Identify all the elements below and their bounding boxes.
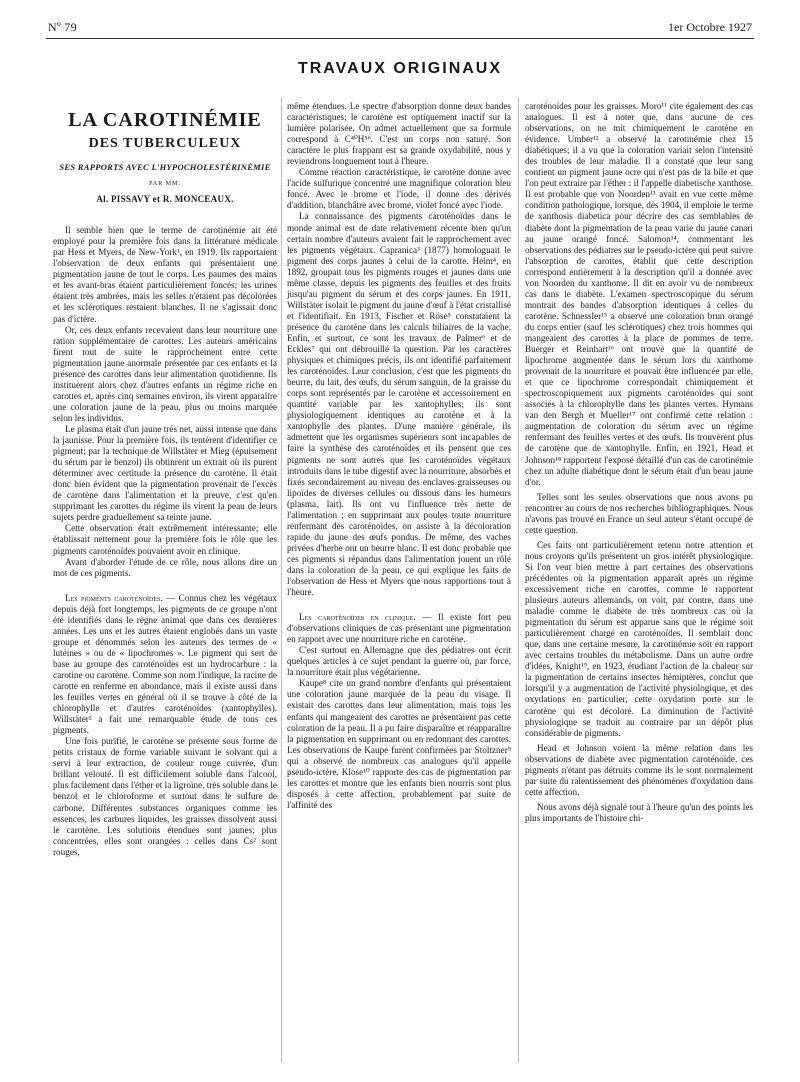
section-heading: Les caroténoïdes en clinique. <box>299 612 416 623</box>
column-divider-2 <box>518 98 519 1062</box>
paragraph: Nous avons déjà signalé tout à l'heure qu'un des points les plus importants de l'histoire chi- <box>525 801 753 823</box>
paragraph: Une fois purifié, le carotène se présente sous forme de petits cristaux de forme variable suivant le solvant qui a servi à leur extraction, de couleur rouge cuivrée, d'un brillant velouté. Il est difficilement soluble dans l'alcool, plus facilement dans l'éther et la ligroïne, très soluble dans le benzol et le chloroforme et surtout dans le sulfure de carbone. Différentes substances organiques comme les essences, les carbures liquides, les graisses dissolvent aussi le carotène. Les solutions étendues sont jaunes; plus concentrées, elles sont orangées : celles dans Cs² sont rouges, <box>53 736 277 857</box>
paragraph-text: — Connus chez les végétaux depuis déjà fort longtemps, les pigments de ce groupe n'ont été identifiés dans le règne animal que dans ces dernières années. Les uns et les autres étaient englobés dans un vaste groupe et dénommés selon les auteurs des termes de « lutéines » ou de « lipochromes ». Le pigment qui sert de base au groupe des caroténoïdes est un hydrocarbure : la carotine ou carotène. Comme son nom l'indique, la racine de carotte en renferme en abondance, mais il existe aussi dans les feuilles vertes en général où il se trouve à côté de la chlorophylle et d'autres caroténoïdes (xantophylles). Willstäter² a fait une remarquable étude de tous ces pigments. <box>53 592 277 736</box>
paragraph: Kaupe⁸ cite un grand nombre d'enfants qui présentaient une coloration jaune marquée de la peau du visage. Il existait des carottes dans leur alimentation, mais tous les enfants qui mangeaient des carottes ne présentaient pas cette coloration de la peau. Il a pu faire disparaître et réapparaître la pigmentation en supprimant ou en redonnant des carottes. Les observations de Kaupe furent confirmées par Stoltzner⁹ qui a observé de nombreux cas analogues qu'il appelle pseudo-ictère. Klose¹⁰ rapporte des cas de pigmentation par les carottes et montre que les enfants bien nourris sont plus disposés à cette affection, probablement par suite de l'affinité des <box>287 678 511 810</box>
paragraph: La connaissance des pigments caroténoïdes dans le monde animal est de date relativement récente bien qu'un certain nombre d'auteurs avaient fait le rapprochement avec les pigments végétaux. Capranica³ (1877) homologuait le pigment des corps jaunes à celui de la carotte. Heim⁴, en 1892, groupait tous les pigments rouges et jaunes dans une même classe, depuis les pigments des feuilles et des fruits jusqu'au pigment du sérum et des corps jaunes. En 1911, Willstäter isolait le pigment du jaune d'œuf à l'état cristallisé et l'identifiait. En 1913, Fischer et Röse⁵ constataient la présence du carotène dans les calculs biliaires de la vache. Enfin, et surtout, ce sont les travaux de Palmer⁶ et de Eckles⁷ qui ont débrouillé la question. Par les caractères physiques et chimiques précis, ils ont identifié parfaitement les caroténoïdes. Leur conclusion, c'est que les pigments du beurre, du lait, des œufs, du sérum sanguin, de la graisse du corps sont représentés par le carotène et accessoirement en quantité variable par les xantophylles; ils sont physiologiquement identiques au carotène et à la xantophylle des plantes. D'une manière générale, ils admettent que les organismes supérieurs sont incapables de faire la synthèse des caroténoïdes et ils pensent que ces pigments ne sont autres que les caroténoïdes végétaux introduits dans le tube digestif avec la nourriture, absorbés et fixés secondairement au niveau des enclaves graisseuses ou lipoïdes de diverses cellules ou dissous dans les humeurs (plasma, lait). Ils ont vu l'influence très nette de l'alimentation : en supprimant aux poules toute nourriture renfermant des caroténoïdes, on assiste à la décoloration rapide du jaune des œufs pondus. De même, des vaches privées d'herbe ont un beurre blanc. Il est donc probable que ces pigments si répandus dans l'alimentation jouent un rôle dans la coloration de la peau, ce qui explique les faits de l'observation de Hess et Myers que nous rapportions tout à l'heure. <box>287 211 512 598</box>
column-3 <box>525 101 753 824</box>
article-title-block <box>53 108 277 205</box>
column-divider-1 <box>281 98 282 1062</box>
column-2 <box>287 101 511 811</box>
paragraph: Il semble bien que le terme de carotinémie ait été employé pour la première fois dans la littérature médicale par Hess et Myers, de New-York¹, en 1919. Ils rapportaient l'observation de deux enfants qui présentaient une pigmentation jaune de tout le corps. Les paumes des mains et les avant-bras étaient particulièrement foncés; les urines étaient très ambrées, mais les selles n'étaient pas décolorées et les sclérotiques restaient blanches. Il ne s'agissait donc pas d'ictère. <box>53 225 277 324</box>
article-authors: Al. PISSAVY et R. MONCEAUX. <box>96 194 234 205</box>
article-subtitle: DES TUBERCULEUX <box>88 136 242 151</box>
article-par: PAR MM. <box>149 181 181 188</box>
article-sub-subtitle: SES RAPPORTS AVEC L'HYPOCHOLESTÉRINÉMIE <box>59 162 271 172</box>
article-title: LA CAROTINÉMIE <box>68 109 262 131</box>
issue-number: Nº 79 <box>48 20 77 34</box>
paragraph: même étendues. Le spectre d'absorption donne deux bandes caractéristiques; le carotène est optiquement inactif sur la lumière polarisée. On admet actuellement que sa formule correspond à C⁴⁰H⁵⁶. C'est un corps non saturé. Son caractère le plus frappant est sa grande oxydabilité, nous y reviendrons longuement tout à l'heure. <box>287 101 511 167</box>
paragraph: C'est surtout en Allemagne que des pédiatres ont écrit quelques articles à ce sujet pendant la guerre où, par force, la nourriture était plus végétarienne. <box>287 645 511 678</box>
issue-date: 1er Octobre 1927 <box>668 20 752 34</box>
column-1 <box>53 98 277 858</box>
paragraph: Telles sont les seules observations que nous avons pu rencontrer au cours de nos recherches bibliographiques. Nous n'avons pas trouvé en France un seul auteur s'étant occupé de cette question. <box>525 491 753 535</box>
paragraph: Or, ces deux enfants recevaient dans leur nourriture une ration supplémentaire de carottes. Les auteurs américains firent tout de suite le rapprochement entre cette pigmentation jaune anormale présentée par ces enfants et la présence des carottes dans leur alimentation quotidienne. Ils instituèrent alors chez d'autres enfants un régime riche en carottes et, après cinq semaines environ, ils virent apparaître une coloration jaune de la peau, plus ou moins marquée selon les individus. <box>53 324 277 423</box>
paragraph <box>53 593 277 737</box>
paragraph: caroténoïdes pour les graisses. Moro¹¹ cite également des cas analogues. Il est à noter que, dans aucune de ces observations, on ne mit chimiquement le carotène en évidence. Umber¹² a observé la carotinémie chez 15 diabétiques; il a vu que la coloration variait selon l'intensité des troubles de leur maladie. Il a constaté que leur sang contient un pigment jaune ocre qui n'est pas de la bile et que l'on peut extraire par l'éther : il l'appelle diabetische xanthose. Il est probable que von Noorden¹³ avait en vue cette même condition pathologique, lorsque, dès 1904, il emploie le terme de xanthosis diabetica pour décrire des cas semblables de diabète dont la pigmentation de la peau varie du jaune canari au jaune orangé foncé. Salomon¹⁴, commentant les observations des pédiatres sur le pseudo-ictère qui peut suivre l'absorption de carottes, établit que cette description correspond entièrement à la description qu'il a donnée avec von Noorden du xanthome. Il dit en avoir vu de nombreux cas dans le diabète. L'examen spectroscopique du sérum montrait des bandes d'absorption identiques à celles du carotène. Schnessler¹⁵ a observé une coloration brun orangé du corps entier (sauf les sclérotiques) chez trois hommes qui mangeaient des carottes à la place de pommes de terre. Buerger et Reinhart¹⁶ ont trouvé que la quantité de lipochrome augmentée dans le sérum lors du xanthome provenait de la nourriture et pouvait être influencée par elle, et que ce lipochrome correspondait chimiquement et spectroscopiquement aux pigments caroténoïdes qui sont associés à la chlorophylle dans les plantes vertes. Hymans van den Bergh et Mueller¹⁷ ont confirmé cette relation : augmentation de coloration du sérum avec un régime renfermant des feuilles vertes et des œufs. Ils trouvèrent plus de carotène que de xantophylle. Enfin, en 1921, Head et Johnson¹⁸ rapportent l'exposé détaillé d'un cas de carotinémie chez un adulte diabétique dont le sérum était d'un beau jaune d'or. <box>525 101 753 487</box>
paragraph: Cette observation était extrêmement intéressante; elle établissait nettement pour la première fois le rôle que les pigments caroténoïdes pouvaient avoir en clinique. <box>53 523 277 556</box>
section-title: TRAVAUX ORIGINAUX <box>297 60 503 77</box>
section-heading: Les pigments caroténoïdes. <box>65 592 163 603</box>
paragraph: Avant d'aborder l'étude de ce rôle, nous allons dire un mot de ces pigments. <box>53 556 277 578</box>
paragraph: Le plasma était d'un jaune très net, aussi intense que dans la jaunisse. Pour la première fois, ils tentèrent d'identifier ce pigment; par la technique de Willstäter et Mieg (épuisement du sérum par le benzol) ils obtinrent un extrait où ils purent déterminer avec certitude la présence du carotène. Il était donc bien évident que la pigmentation provenait de l'excès de carotène dans l'alimentation et la preuve, c'est qu'en supprimant les carottes du régime ils virent la peau de leurs sujets perdre graduellement sa teinte jaune. <box>53 423 277 523</box>
paragraph <box>287 612 511 645</box>
header-rule <box>46 38 754 39</box>
paragraph: Head et Johnson voient la même relation dans les observations de diabète avec pigmentation caroténoïde, ces pigments n'étant pas détruits comme ils le sont normalement par suite du ralentissement des phénomènes d'oxydation dans cette affection. <box>525 742 753 797</box>
paragraph: Ces faits ont particulièrement retenu notre attention et nous croyons qu'ils présentent un gros intérêt physiologique. Si l'on veut bien mettre à part certaines des observations précédentes où la pigmentation apparaît après un régime excessivement riche en carottes, comme le rapportent plusieurs auteurs allemands, on voit, par contre, dans une maladie comme le diabète de très nombreux cas où la pigmentation du sérum est apparue sans que le régime soit particulièrement chargé en caroténoïdes. Il semblait donc que, dans une certaine mesure, la carotinémie soit en rapport avec certains troubles du métabolisme. Dans un autre ordre d'idées, Knight¹⁹, en 1923, étudiant l'action de la chaleur sur la pigmentation de certains insectes hémiptères, conclut que lorsqu'il y a augmentation de l'activité physiologique, et des oxydations en particulier, cette oxydation porte sur le carotène qui est décoloré. La diminution de l'activité physiologique se traduit au contraire par un dépôt plus considérable de pigments. <box>525 539 753 738</box>
paragraph-text: — Il existe fort peu d'observations cliniques de cas présentant une pigmentation en rapport avec une nourriture riche en carotène. <box>287 612 511 645</box>
paragraph: Comme réaction caractéristique, le carotène donne avec l'acide sulfurique concentré une magnifique coloration bleu foncé. Avec le brome et l'iode, il donne des dérivés d'addition, blanchâtre avec brome, violet foncé avec l'iode. <box>287 167 511 211</box>
